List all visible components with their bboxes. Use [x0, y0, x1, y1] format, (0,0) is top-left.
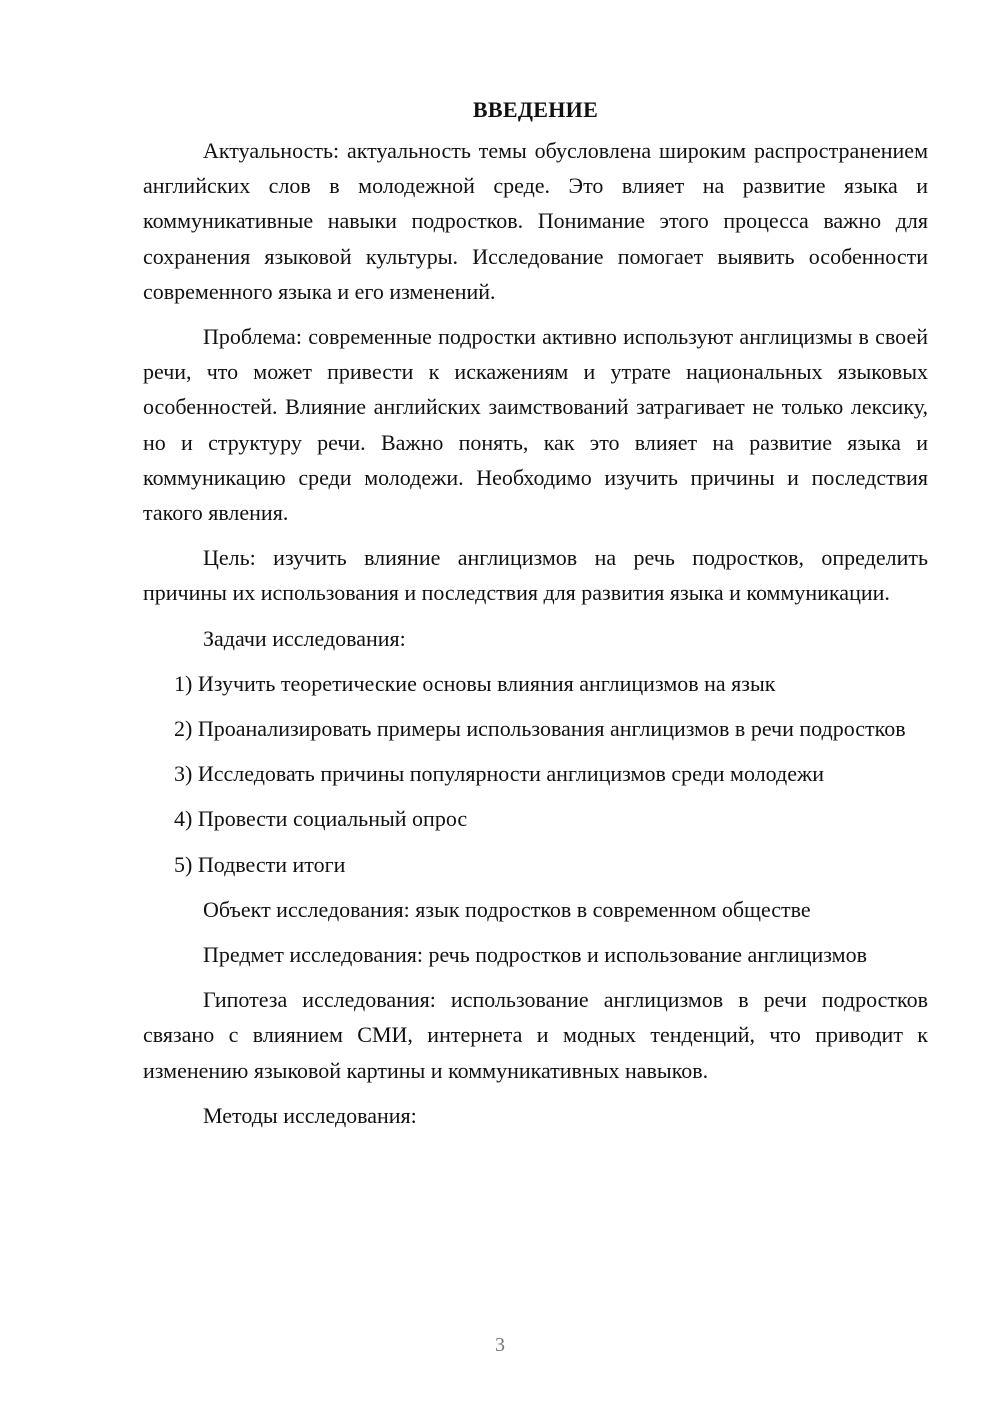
methods-heading: Методы исследования: — [203, 1102, 417, 1128]
task-item-3: 3) Исследовать причины популярности англицизмов среди молодежи — [174, 761, 824, 787]
paragraph-goal: Цель: изучить влияние англицизмов на речь подростков, определить причины их использования и последствия для развития языка и коммуникации. — [143, 545, 928, 606]
page-number: 3 — [495, 1334, 505, 1356]
paragraph-hypothesis: Гипотеза исследования: использование англицизмов в речи подростков связано с влиянием СМИ, интернета и модных тенденций, что приводит к изменению языковой картины и коммуникативных навыков. — [143, 987, 928, 1083]
section-title: ВВЕДЕНИЕ — [472, 97, 599, 122]
tasks-heading: Задачи исследования: — [203, 625, 406, 651]
paragraph-subject: Предмет исследования: речь подростков и использование англицизмов — [203, 942, 867, 968]
document-page — [143, 95, 928, 1143]
task-item-2: 2) Проанализировать примеры использования англицизмов в речи подростков — [174, 716, 906, 742]
task-item-5: 5) Подвести итоги — [174, 851, 346, 877]
paragraph-problem: Проблема: современные подростки активно используют англицизмы в своей речи, что может привести к искажениям и утрате национальных языковых особенностей. Влияние английских заимствований затрагивает не только лексику, но и структуру речи. Важно понять, как это влияет на развитие языка и коммуникацию среди молодежи. Необходимо изучить причины и последствия такого явления. — [143, 324, 928, 526]
task-item-1: 1) Изучить теоретические основы влияния англицизмов на язык — [174, 670, 776, 696]
paragraph-relevance: Актуальность: актуальность темы обусловлена широким распространением английских слов в молодежной среде. Это влияет на развитие языка и коммуникативные навыки подростков. Понимание этого процесса важно для сохранения языковой культуры. Исследование помогает выявить особенности современного языка и его изменений. — [143, 138, 928, 304]
task-item-4: 4) Провести социальный опрос — [174, 806, 468, 832]
paragraph-object: Объект исследования: язык подростков в современном обществе — [203, 896, 811, 922]
